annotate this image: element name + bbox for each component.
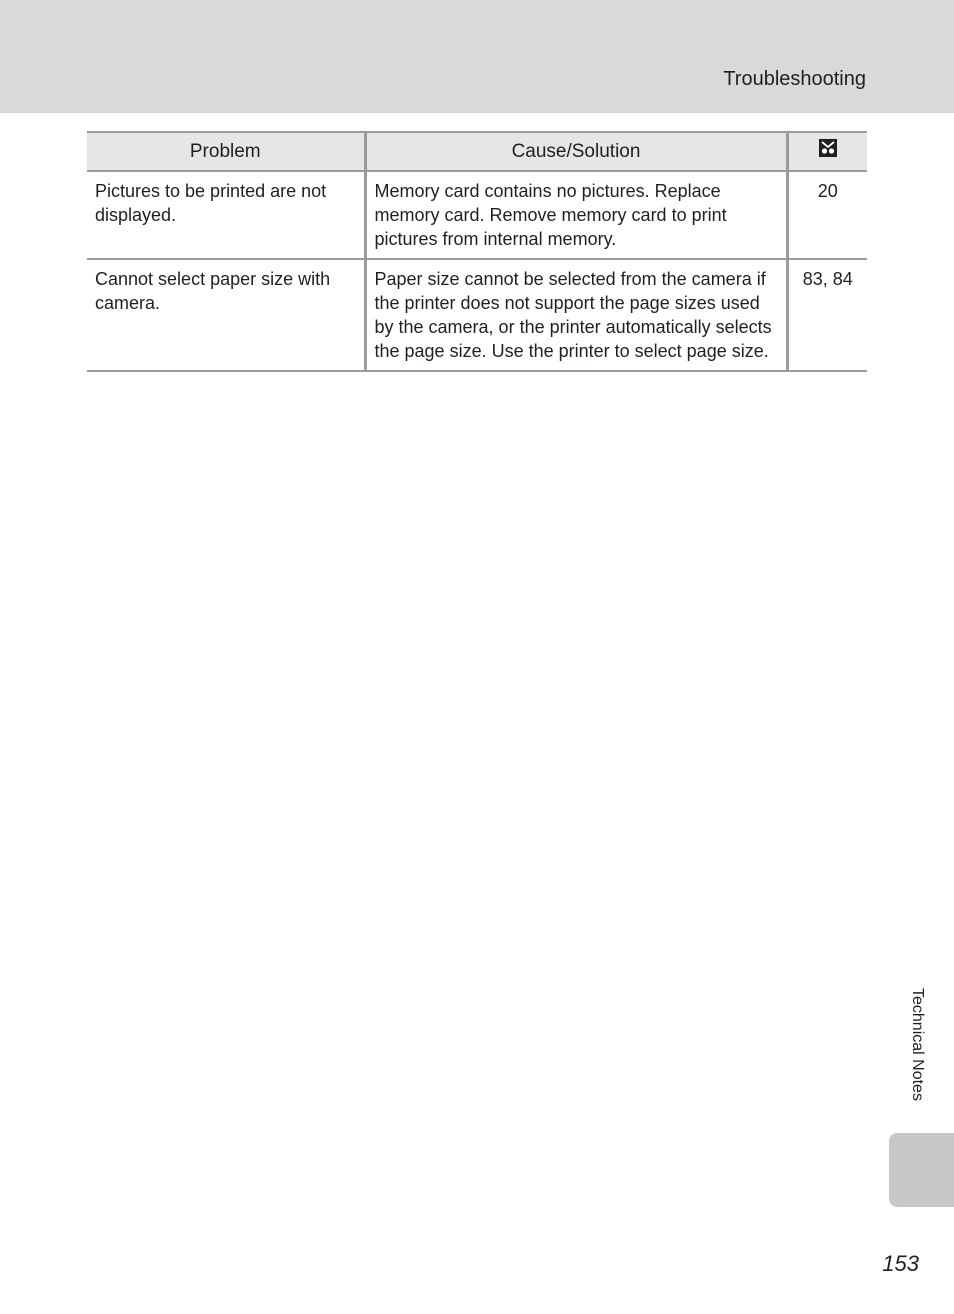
problem-cell: Pictures to be printed are not displayed. [87,171,365,259]
section-tab-marker [889,1133,954,1207]
page-title: Troubleshooting [723,68,866,90]
header-page-reference [787,132,867,171]
page-reference-cell: 20 [787,171,867,259]
troubleshooting-table [87,131,867,372]
header-cause-solution: Cause/Solution [365,132,787,171]
cause-solution-cell: Memory card contains no pictures. Replace memory card. Remove memory card to print pictures from internal memory. [365,171,787,259]
header-problem: Problem [87,132,365,171]
header-band [0,0,954,113]
troubleshooting-table-container [87,131,867,372]
section-tab-label: Technical Notes [909,988,926,1101]
page-reference-cell: 83, 84 [787,259,867,371]
table-row [87,259,867,371]
problem-cell: Cannot select paper size with camera. [87,259,365,371]
table-row [87,171,867,259]
page-number: 153 [882,1251,919,1276]
page-reference-icon [818,138,838,165]
table-header-row [87,132,867,171]
cause-solution-cell: Paper size cannot be selected from the camera if the printer does not support the page sizes used by the camera, or the printer automatically selects the page size. Use the printer to select page size. [365,259,787,371]
